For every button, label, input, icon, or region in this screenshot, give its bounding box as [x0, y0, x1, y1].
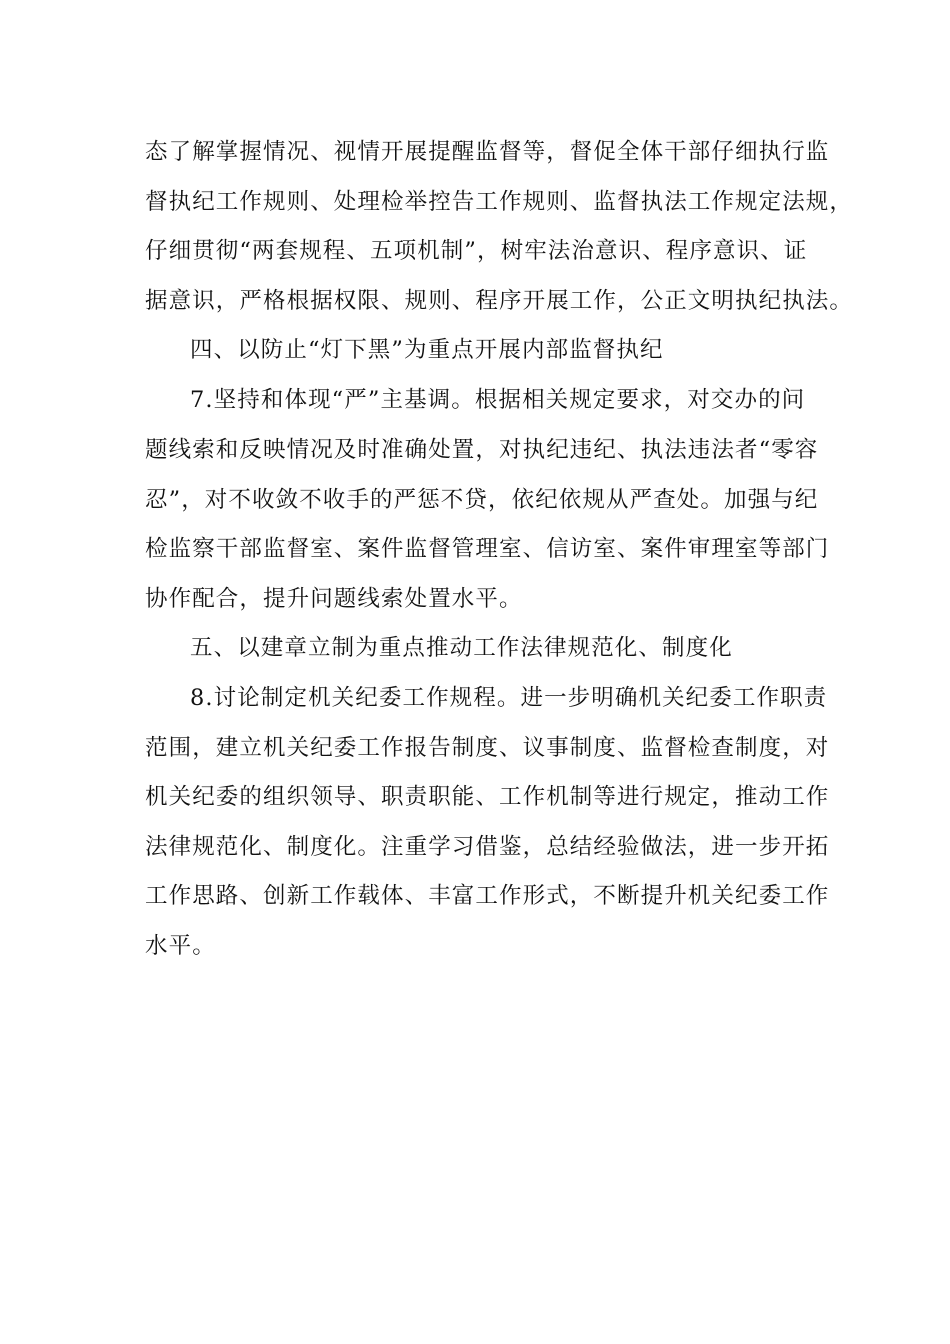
text-line: 协作配合，提升问题线索处置水平。 [145, 586, 523, 612]
section-heading: 五、以建章立制为重点推动工作法律规范化、制度化 [190, 635, 733, 661]
text-line: 督执纪工作规则、处理检举控告工作规则、监督执法工作规定法规， [145, 189, 854, 215]
text-line: 检监察干部监督室、案件监督管理室、信访室、案件审理室等部门 [145, 536, 830, 562]
text-line: 机关纪委的组织领导、职责职能、工作机制等进行规定，推动工作 [145, 784, 830, 810]
text-line: 态了解掌握情况、视情开展提醒监督等，督促全体干部仔细执行监 [145, 139, 830, 165]
text-line: 工作思路、创新工作载体、丰富工作形式，不断提升机关纪委工作 [145, 883, 830, 909]
text-line: 仔细贯彻“两套规程、五项机制”，树牢法治意识、程序意识、证 [145, 238, 808, 264]
text-line: 范围，建立机关纪委工作报告制度、议事制度、监督检查制度，对 [145, 735, 830, 761]
text-line: 据意识，严格根据权限、规则、程序开展工作，公正文明执纪执法。 [145, 288, 854, 314]
text-line: 忍”，对不收敛不收手的严惩不贷，依纪依规从严查处。加强与纪 [145, 487, 819, 513]
text-line: 水平。 [145, 933, 216, 959]
text-line: 题线索和反映情况及时准确处置，对执纪违纪、执法违法者“零容 [145, 437, 819, 463]
text-line: 8.讨论制定机关纪委工作规程。进一步明确机关纪委工作职责 [190, 685, 828, 711]
text-line: 7.坚持和体现“严”主基调。根据相关规定要求，对交办的问 [190, 387, 806, 413]
text-line: 法律规范化、制度化。注重学习借鉴，总结经验做法，进一步开拓 [145, 834, 830, 860]
section-heading: 四、以防止“灯下黑”为重点开展内部监督执纪 [190, 337, 664, 363]
